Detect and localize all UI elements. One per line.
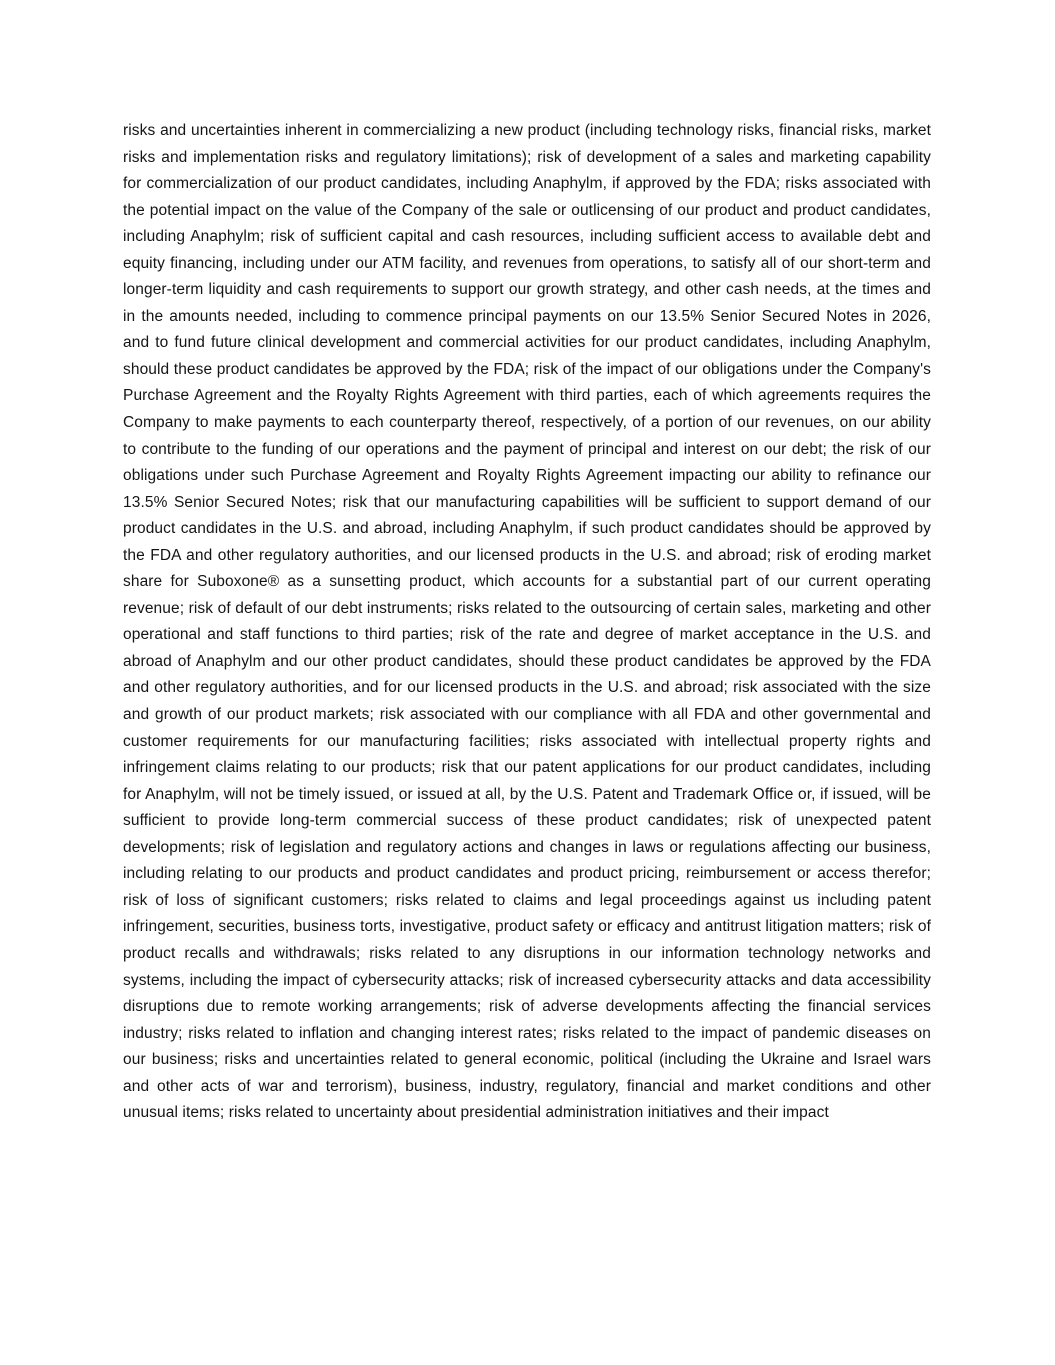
body-paragraph: risks and uncertainties inherent in commercializing a new product (including technology risks, financial risks, market risks and implementation risks and regulatory limitations); risk of development of a sales and marketing capability for commercialization of our product candidates, including Anaphylm, if approved by the FDA; risks associated with the potential impact on the value of the Company of the sale or outlicensing of our product and product candidates, including Anaphylm; risk of sufficient capital and cash resources, including sufficient access to available debt and equity financing, including under our ATM facility, and revenues from operations, to satisfy all of our short-term and longer-term liquidity and cash requirements to support our growth strategy, and other cash needs, at the times and in the amounts needed, including to commence principal payments on our 13.5% Senior Secured Notes in 2026, and to fund future clinical development and commercial activities for our product candidates, including Anaphylm, should these product candidates be approved by the FDA; risk of the impact of our obligations under the Company's Purchase Agreement and the Royalty Rights Agreement with third parties, each of which agreements requires the Company to make payments to each counterparty thereof, respectively, of a portion of our revenues, on our ability to contribute to the funding of our operations and the payment of principal and interest on our debt; the risk of our obligations under such Purchase Agreement and Royalty Rights Agreement impacting our ability to refinance our 13.5% Senior Secured Notes; risk that our manufacturing capabilities will be sufficient to support demand of our product candidates in the U.S. and abroad, including Anaphylm, if such product candidates should be approved by the FDA and other regulatory authorities, and our licensed products in the U.S. and abroad; risk of eroding market share for Suboxone® as a sunsetting product, which accounts for a substantial part of our current operating revenue; risk of default of our debt instruments; risks related to the outsourcing of certain sales, marketing and other operational and staff functions to third parties; risk of the rate and degree of market acceptance in the U.S. and abroad of Anaphylm and our other product candidates, should these product candidates be approved by the FDA and other regulatory authorities, and for our licensed products in the U.S. and abroad; risk associated with the size and growth of our product markets; risk associated with our compliance with all FDA and other governmental and customer requirements for our manufacturing facilities; risks associated with intellectual property rights and infringement claims relating to our products; risk that our patent applications for our product candidates, including for Anaphylm, will not be timely issued, or issued at all, by the U.S. Patent and Trademark Office or, if issued, will be sufficient to provide long-term commercial success of these product candidates; risk of unexpected patent developments; risk of legislation and regulatory actions and changes in laws or regulations affecting our business, including relating to our products and product candidates and product pricing, reimbursement or access therefor; risk of loss of significant customers; risks related to claims and legal proceedings against us including patent infringement, securities, business torts, investigative, product safety or efficacy and antitrust litigation matters; risk of product recalls and withdrawals; risks related to any disruptions in our information technology networks and systems, including the impact of cybersecurity attacks; risk of increased cybersecurity attacks and data accessibility disruptions due to remote working arrangements; risk of adverse developments affecting the financial services industry; risks related to inflation and changing interest rates; risks related to the impact of pandemic diseases on our business; risks and uncertainties related to general economic, political (including the Ukraine and Israel wars and other acts of war and terrorism), business, industry, regulatory, financial and market conditions and other unusual items; risks related to uncertainty about presidential administration initiatives and their impact bbox=[123, 122, 931, 1122]
